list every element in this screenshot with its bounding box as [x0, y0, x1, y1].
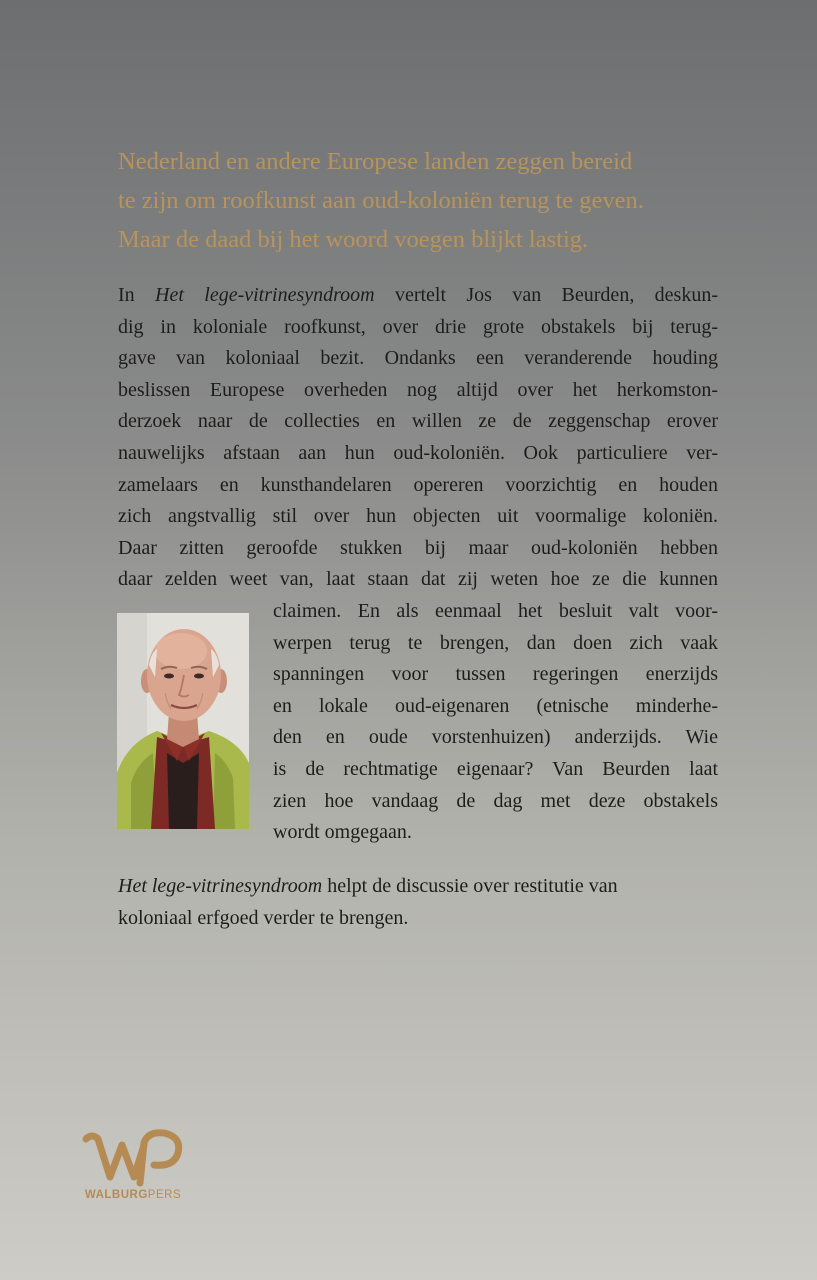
body-line: In Het lege-vitrinesyndroom vertelt Jos van Beurden, deskun- — [118, 284, 718, 306]
book-title: Het lege-vitrinesyndroom — [155, 284, 375, 306]
body-line: derzoek naar de collecties en willen ze de zeggenschap erover — [118, 410, 718, 433]
body-line: claimen. En als eenmaal het besluit valt voor- — [273, 599, 718, 622]
body-line: dig in koloniale roofkunst, over drie grote obstakels bij terug- — [118, 315, 718, 338]
publisher-name: WALBURGPERS — [84, 1189, 182, 1201]
lead-line: te zijn om roofkunst aan oud-koloniën terug te geven. — [118, 187, 644, 214]
body-line: spanningen voor tussen regeringen enerzijds — [273, 663, 718, 686]
body-line: en lokale oud-eigenaren (etnische minderhe- — [273, 694, 718, 717]
body-line: gave van koloniaal bezit. Ondanks een veranderende houding — [118, 347, 718, 370]
author-portrait-image — [117, 613, 249, 829]
author-photo — [117, 613, 249, 829]
body-line: nauwelijks afstaan aan hun oud-koloniën. Ook particuliere ver- — [118, 441, 718, 464]
closing-line: koloniaal erfgoed verder te brengen. — [118, 907, 409, 929]
body-line: zamelaars en kunsthandelaren opereren voorzichtig en houden — [118, 473, 718, 496]
publisher-logo — [78, 1125, 188, 1205]
closing-paragraph — [118, 870, 718, 934]
walburg-pers-logo-icon — [78, 1125, 188, 1189]
book-title: Het lege-vitrinesyndroom — [118, 875, 323, 897]
closing-line: Het lege-vitrinesyndroom helpt de discussie over restitutie van — [118, 875, 618, 897]
lead-line: Nederland en andere Europese landen zeggen bereid — [118, 148, 633, 175]
body-line: zich angstvallig stil over hun objecten uit voormalige koloniën. — [118, 505, 718, 528]
body-line: is de rechtmatige eigenaar? Van Beurden laat — [273, 757, 718, 780]
body-line: werpen terug te brengen, dan doen zich vaak — [273, 631, 718, 654]
body-line: daar zelden weet van, laat staan dat zij weten hoe ze die kunnen — [118, 568, 718, 591]
lead-line: Maar de daad bij het woord voegen blijkt lastig. — [118, 226, 589, 253]
body-line: Daar zitten geroofde stukken bij maar oud-koloniën hebben — [118, 536, 718, 559]
body-line: wordt omgegaan. — [273, 821, 412, 844]
body-line: zien hoe vandaag de dag met deze obstakels — [273, 789, 718, 812]
body-line: beslissen Europese overheden nog altijd over het herkomston- — [118, 378, 718, 401]
lead-paragraph — [118, 142, 718, 259]
body-line: den en oude vorstenhuizen) anderzijds. Wie — [273, 726, 718, 749]
